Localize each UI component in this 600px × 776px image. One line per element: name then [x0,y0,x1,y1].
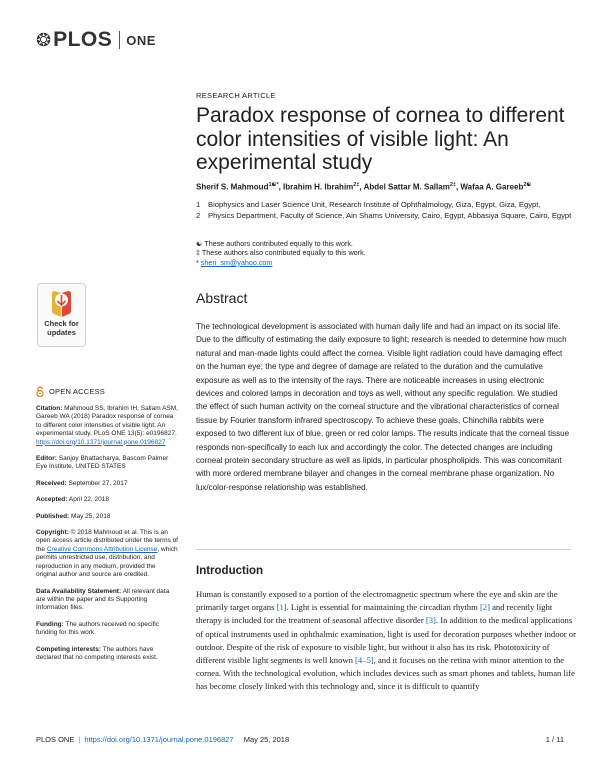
reference-link[interactable]: [4–5] [355,655,374,666]
open-access-label: OPEN ACCESS [36,386,105,397]
accepted-block: Accepted: April 22, 2018 [36,496,110,504]
reference-link[interactable]: [1] [276,602,287,613]
open-lock-icon [36,386,44,397]
check-for-updates-badge[interactable] [37,283,86,347]
corresponding-email-link[interactable]: sheri_sm@yahoo.com [200,257,273,267]
plos-logo-icon: ❂ [36,29,52,51]
published-block: Published: May 25, 2018 [36,512,111,520]
author-name: Sherif S. Mahmoud [196,182,269,192]
affiliation-item: 2 Physics Department, Faculty of Science, Ain Shams University, Cairo, Egypt, Abbasiya Square, Cairo, Egypt [196,210,572,220]
data-availability-block: Data Availability Statement: All relevant data are within the paper and its Supporting Information files. [36,587,170,612]
also-equal-note: ‡ These authors also contributed equally to this work. [196,248,366,258]
article-metadata [36,405,178,670]
license-link[interactable]: Creative Commons Attribution License [46,545,158,553]
article-type: RESEARCH ARTICLE [196,91,276,100]
citation-doi-link[interactable]: https://doi.org/10.1371/journal.pone.0196827 [36,438,166,446]
author-name: Wafaa A. Gareeb [460,182,524,192]
affiliations [196,200,576,221]
author-sup: 2☯ [523,182,532,188]
author-list: Sherif S. Mahmoud$^{1☯*}$, Ibrahim H. Ibrahim$^{2\ddagger}$, Abdel Sattar M. Sallam$^{2\ddagger}$, Wafaa A. Gareeb$^{2☯}$ [196,182,532,192]
reference-link[interactable]: [3] [425,615,436,626]
logo-word: PLOS [53,28,113,51]
author-sup: 2‡ [449,182,456,188]
competing-interests-block: Competing interests: The authors have declared that no competing interests exist. [36,645,158,661]
reference-link[interactable]: [2] [479,602,490,613]
author-sup: 1☯* [268,182,279,188]
plos-one-logo [36,27,156,53]
funding-block: Funding: The authors received no specific funding for this work. [36,620,160,637]
footer-date: May 25, 2018 [243,735,290,744]
author-notes [196,239,576,267]
editor-block: Editor: Sanjoy Bhattacharya, Bascom Palmer Eye Institute, UNITED STATES [36,455,169,471]
author-sup: 2‡ [353,182,360,188]
author-name: Abdel Sattar M. Sallam [363,182,450,192]
introduction-heading: Introduction [196,565,264,577]
introduction-text: Human is constantly exposed to a portion of the electromagnetic spectrum where the eye and skin are the primarily target organs [1]. Light is essential for maintaining the circadian rhythm [2] and recently light therapy is included for the treatment of seasonal affective disorder [3]. In addition to the medical applications of optical instruments used in ophthalmic examination, light is used for decoration purposes whether indoor or outdoor. Despite of the risk of exposure to visible light, but without it also has its risk. Phototoxicity of different visible light segments is well known [4–5], and it focuses on the retina with minor attention to the cornea. With the technological evolution, which includes devices such as smart phones and tablets, human life has become closely linked with this technology and, since it is difficult to quantify [196,589,576,692]
footer-left: PLOS ONE | https://doi.org/10.1371/journal.pone.0196827 May 25, 2018 [36,735,290,744]
badge-line2: updates [47,327,76,337]
page-number: 1 / 11 [545,735,564,744]
author-name: Ibrahim H. Ibrahim [283,182,354,192]
check-updates-icon [49,290,74,318]
badge-line1: Check for [44,319,79,328]
affiliation-item: 1 Biophysics and Laser Science Unit, Research Institute of Ophthalmology, Giza, Egypt, Giza, Egypt, [196,200,541,209]
paper-title: Paradox response of cornea to different color intensities of visible light: An experimental study [196,104,565,174]
citation-block: Citation: Mahmoud SS, Ibrahim IH, Sallam ASM, Gareeb WA (2018) Paradox response of cornea to different color intensities of visible light: An experimental study. PLoS ONE 13(5): e0196827. https://doi.org/10.1371/journal.pone.0196827 [36,405,178,446]
logo-sub: ONE [126,32,156,48]
equal-contribution-note: ☯ These authors contributed equally to this work. [196,239,353,248]
corresponding-email-row: * sheri_sm@yahoo.com [196,257,273,267]
copyright-block: Copyright: © 2018 Mahmoud et al. This is an open access article distributed under the terms of the Creative Commons Attribution License, which permits unrestricted use, distribution, and reproduction in any medium, provided the original author and source are credited. [36,529,178,579]
received-block: Received: September 27, 2017 [36,479,128,487]
footer-journal: PLOS ONE [36,735,75,744]
abstract-heading: Abstract [196,290,248,306]
abstract-text: The technological development is associated with human daily life and had an impact on its social life. Due to the difficulty of estimating the daily exposure to light; research is needed to determine how much natural and man-made lights could affect the cornea. Visible light radiation could have damaging effect on the human eye; the type and degree of damage are related to the duration and the cumulative exposure as well as to the intensity of the rays. There are noticeable increases in using electronic devices and colored lamps in decoration and toys as well, without any specific regulation. We studied the effect of such human activity on the corneal structure and the vibrational characteristics of corneal tissue by Fourier transform infrared spectroscopy. To achieve these goals, Chinchilla rabbits were exposed to two different lux of blue, green or red color lamps. The results indicate that the corneal tissue responds non-specifically to each lux and accordingly the color. The detected changes are including corneal protein secondary structure as well as lipids, in particular phospholipids. This was concomitant with more ordered membrane bilayer and changes in the corneal membrane phase organization. No lux/color-response relationship was established. [196,322,570,492]
footer-doi-link[interactable]: https://doi.org/10.1371/journal.pone.0196827 [84,735,234,744]
logo-divider [119,31,120,49]
section-divider [196,549,571,550]
page-footer [36,735,564,744]
